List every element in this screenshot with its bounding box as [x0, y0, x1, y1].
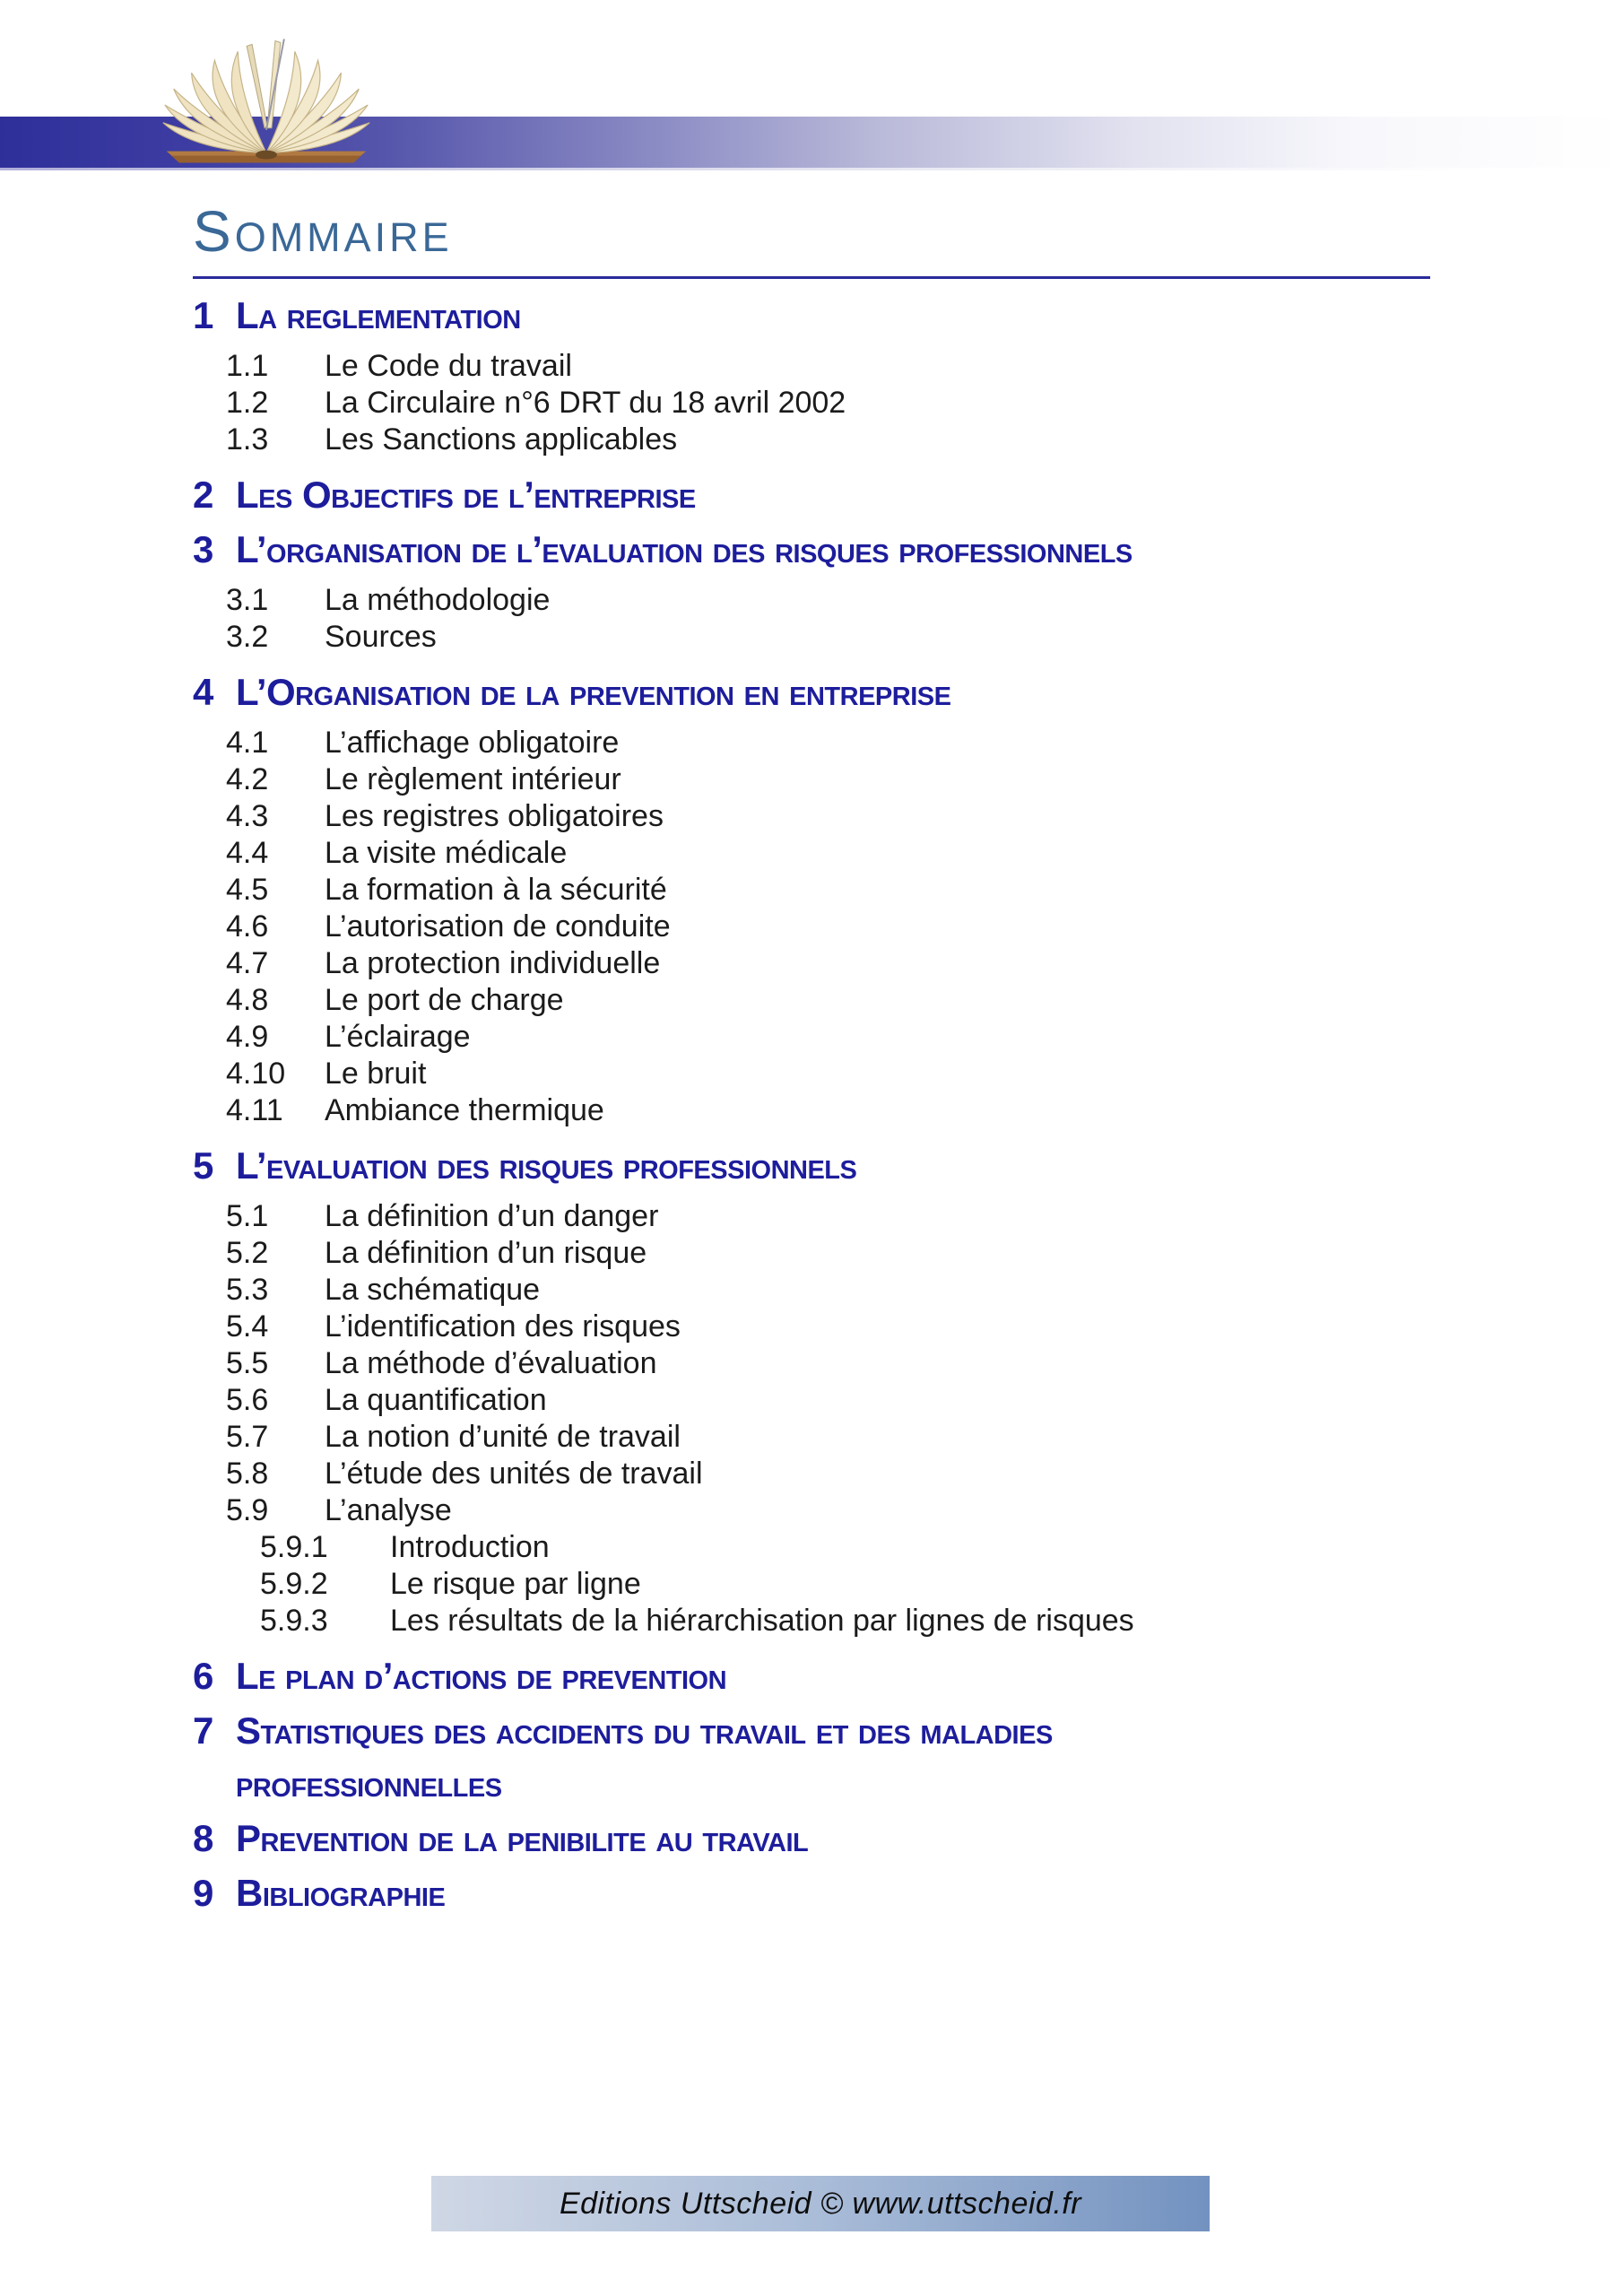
toc-entry-label: L’autorisation de conduite: [325, 909, 671, 944]
footer-bar: [431, 2176, 1210, 2231]
toc-entry: [226, 348, 1430, 385]
toc-entry-number: 4.3: [226, 799, 269, 833]
toc-entry-number: 5.4: [226, 1309, 269, 1344]
toc-entry-label: L’identification des risques: [325, 1309, 681, 1344]
toc-entry-number: 4.6: [226, 909, 269, 944]
toc-entry-label: La définition d’un danger: [325, 1199, 659, 1233]
toc-entry-number: 5.9.1: [260, 1530, 328, 1564]
toc-entry-number: 4.7: [226, 946, 269, 980]
toc-entry-number: 5.7: [226, 1420, 269, 1454]
toc-entry-number: 9: [193, 1872, 213, 1914]
toc-entry-number: 5.1: [226, 1199, 269, 1233]
toc-entry: [226, 1092, 1430, 1129]
toc-entry: [226, 619, 1430, 656]
toc-entry-number: 4.1: [226, 726, 269, 760]
toc-entry: [226, 1345, 1430, 1382]
toc-entry-number: 8: [193, 1817, 213, 1859]
toc-entry-number: 4.5: [226, 873, 269, 907]
toc-entry: [260, 1529, 1430, 1566]
toc-entry-number: 3.2: [226, 620, 269, 654]
toc-entry-number: 3.1: [226, 583, 269, 617]
toc-entry: [226, 582, 1430, 619]
toc-entry: [193, 1709, 1430, 1805]
toc-entry: [226, 1382, 1430, 1419]
toc-entry: [226, 1056, 1430, 1092]
toc-entry-label: Le risque par ligne: [390, 1567, 641, 1601]
toc-entry-label: Le Code du travail: [325, 349, 572, 383]
toc-entry-label: La schématique: [325, 1273, 541, 1307]
toc-entry: [226, 1272, 1430, 1309]
toc-entry-label: La reglementation: [236, 294, 521, 336]
toc-entry-label: Introduction: [390, 1530, 550, 1564]
toc-entry-label: L’analyse: [325, 1493, 452, 1527]
toc-entry-label: L’evaluation des risques professionnels: [236, 1144, 857, 1187]
toc-entry: [193, 1655, 1430, 1697]
footer-text: Editions Uttscheid © www.uttscheid.fr: [559, 2187, 1082, 2221]
toc-entry-number: 5.5: [226, 1346, 269, 1380]
toc-entry-label: La définition d’un risque: [325, 1236, 647, 1270]
toc-entry: [226, 982, 1430, 1019]
title-divider: [193, 276, 1430, 279]
toc-entry-label: Ambiance thermique: [325, 1093, 604, 1127]
toc-entry-label: La Circulaire n°6 DRT du 18 avril 2002: [325, 386, 846, 420]
toc-entry: [226, 909, 1430, 945]
toc-entry: [226, 835, 1430, 872]
header-band-shadow: [0, 168, 1623, 170]
open-book-icon: [142, 38, 391, 165]
toc-entry-number: 5.9: [226, 1493, 269, 1527]
toc-entry-number: 5.2: [226, 1236, 269, 1270]
toc-entry-number: 1.3: [226, 422, 269, 457]
toc-entry-label: Statistiques des accidents du travail et des maladies: [236, 1709, 1053, 1752]
toc-entry-label: Bibliographie: [236, 1872, 446, 1914]
toc-entry-label: L’affichage obligatoire: [325, 726, 620, 760]
toc-entry: [193, 1144, 1430, 1187]
toc-entry-label-line2: professionnelles: [236, 1762, 502, 1805]
toc-entry: [226, 1492, 1430, 1529]
toc-entry-label: Le plan d’actions de prevention: [236, 1655, 727, 1697]
toc-entry-label: La protection individuelle: [325, 946, 661, 980]
toc-entry: [226, 385, 1430, 422]
toc-entry-number: 4.10: [226, 1057, 286, 1091]
toc-entry-number: 4.9: [226, 1020, 269, 1054]
toc-entry: [193, 294, 1430, 336]
toc-entry-label: Les registres obligatoires: [325, 799, 664, 833]
toc-entry-label: La quantification: [325, 1383, 547, 1417]
toc-entry-label: Prevention de la penibilite au travail: [236, 1817, 809, 1859]
toc-entry-label: Les Sanctions applicables: [325, 422, 678, 457]
toc-entry-number: 5.8: [226, 1457, 269, 1491]
toc-entry-number: 6: [193, 1655, 213, 1697]
toc-entry-number: 4.11: [226, 1093, 283, 1127]
toc-entry: [260, 1603, 1430, 1639]
toc-entry-label: L’Organisation de la prevention en entreprise: [236, 671, 951, 713]
toc-entry-label: Les résultats de la hiérarchisation par lignes de risques: [390, 1604, 1134, 1638]
toc-entry-label: La formation à la sécurité: [325, 873, 667, 907]
toc-entry-label: La visite médicale: [325, 836, 568, 870]
content-column: [193, 199, 1430, 1926]
toc-entry: [193, 1817, 1430, 1859]
toc-entry-label: L’éclairage: [325, 1020, 471, 1054]
toc-entry-number: 5: [193, 1144, 213, 1187]
toc-entry-number: 1.2: [226, 386, 269, 420]
toc-entry: [193, 528, 1430, 570]
toc-entry-label: La notion d’unité de travail: [325, 1420, 681, 1454]
toc-entry: [226, 945, 1430, 982]
toc-entry: [226, 872, 1430, 909]
toc-entry-number: 5.3: [226, 1273, 269, 1307]
toc-entry: [226, 1019, 1430, 1056]
toc-entry: [226, 1235, 1430, 1272]
toc-entry: [226, 1198, 1430, 1235]
toc-entry-number: 3: [193, 528, 213, 570]
toc-entry: [226, 761, 1430, 798]
table-of-contents: [193, 294, 1430, 1914]
toc-entry-number: 2: [193, 474, 213, 516]
toc-entry-label: L’étude des unités de travail: [325, 1457, 703, 1491]
toc-entry-label: L’organisation de l’evaluation des risques professionnels: [236, 528, 1133, 570]
toc-entry-number: 5.6: [226, 1383, 269, 1417]
toc-entry-label: La méthode d’évaluation: [325, 1346, 657, 1380]
toc-entry-label: Le port de charge: [325, 983, 564, 1017]
toc-entry-number: 1.1: [226, 349, 269, 383]
toc-entry: [226, 725, 1430, 761]
toc-entry-label: Le bruit: [325, 1057, 427, 1091]
toc-entry-number: 4: [193, 671, 213, 713]
toc-entry: [193, 474, 1430, 516]
page-title: Sommaire: [193, 199, 453, 264]
toc-entry: [226, 1456, 1430, 1492]
toc-entry: [193, 671, 1430, 713]
toc-entry-label: Le règlement intérieur: [325, 762, 621, 796]
toc-entry-number: 5.9.3: [260, 1604, 328, 1638]
toc-entry: [226, 798, 1430, 835]
toc-entry-number: 7: [193, 1709, 213, 1752]
toc-entry-number: 4.8: [226, 983, 269, 1017]
toc-entry-number: 5.9.2: [260, 1567, 328, 1601]
toc-entry-label: La méthodologie: [325, 583, 551, 617]
toc-entry: [226, 1419, 1430, 1456]
toc-entry-number: 1: [193, 294, 213, 336]
toc-entry-label: Sources: [325, 620, 437, 654]
toc-entry: [260, 1566, 1430, 1603]
toc-entry-label: Les Objectifs de l’entreprise: [236, 474, 696, 516]
toc-entry-number: 4.4: [226, 836, 269, 870]
toc-entry: [226, 1309, 1430, 1345]
toc-entry-number: 4.2: [226, 762, 269, 796]
toc-entry: [193, 1872, 1430, 1914]
toc-entry: [226, 422, 1430, 458]
